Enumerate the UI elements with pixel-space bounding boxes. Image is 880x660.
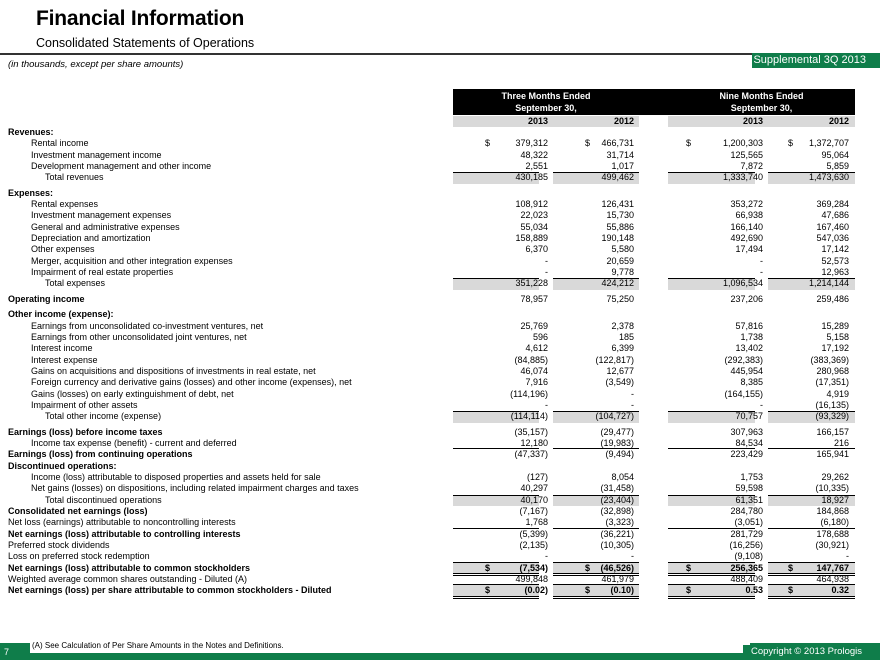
row-value: 379,312 [515,138,548,149]
table-row [0,377,880,388]
row-value: (93,329) [815,411,849,422]
page-subtitle: Consolidated Statements of Operations [36,36,255,50]
row-value: 185 [618,331,634,342]
dollar-sign: $ [686,585,692,596]
row-value: (36,221) [600,528,634,539]
table-row [0,438,880,449]
row-value: 353,272 [730,199,763,210]
row-value: 17,494 [735,244,763,255]
row-value: 22,023 [520,210,548,221]
row-value: 6,399 [611,343,634,354]
row-value: 108,912 [515,199,548,210]
row-value: 237,206 [730,293,763,304]
row-value: 40,297 [520,483,548,494]
row-label: Other expenses [31,244,95,255]
row-value: 461,979 [601,574,634,585]
table-row [0,355,880,366]
row-value: (30,921) [815,540,849,551]
row-value: 1,738 [740,331,763,342]
row-value: 2,551 [525,161,548,172]
row-label: Gains on acquisitions and dispositions of investments in real estate, net [31,365,316,376]
row-label: Gains (losses) on early extinguishment of debt, net [31,388,234,399]
row-value: 445,954 [730,365,763,376]
row-value: 0.53 [745,585,763,596]
row-value: 1,768 [525,517,548,528]
row-value: - [760,399,763,410]
row-label: Net earnings (loss) attributable to common stockholders [8,562,251,573]
row-value: (292,383) [724,354,763,365]
row-value: (127) [526,471,548,482]
copyright: Copyright © 2013 Prologis [743,645,862,657]
row-value: 18,927 [821,494,849,505]
row-label: Rental expenses [31,199,99,210]
dollar-sign: $ [686,138,692,149]
row-value: 499,462 [601,172,634,183]
row-label: Earnings (loss) from continuing operations [8,449,193,460]
table-row [0,210,880,221]
row-label: General and administrative expenses [31,221,180,232]
row-value: (2,135) [519,540,548,551]
row-value: 5,158 [826,331,849,342]
table-row [0,574,880,585]
row-value: (114,196) [510,388,548,399]
row-value: (3,323) [605,517,634,528]
row-value: (46,526) [600,562,634,573]
table-row [0,551,880,562]
row-value: 25,769 [520,320,548,331]
row-value: 84,534 [735,437,763,448]
table-row [0,529,880,540]
row-value: 4,612 [525,343,548,354]
row-value: 17,192 [821,343,849,354]
table-row [0,540,880,551]
row-label: Earnings (loss) before income taxes [8,426,163,437]
row-label: Net earnings (loss) per share attributable to common stockholders - Diluted [8,585,332,596]
row-value: 125,565 [730,149,763,160]
row-value: 1,200,303 [722,138,763,149]
row-value: 464,938 [816,574,849,585]
row-value: 59,598 [735,483,763,494]
row-label: Impairment of real estate properties [31,267,174,278]
table-row [0,449,880,460]
statement-table [0,127,880,597]
table-row [0,161,880,172]
row-value: - [846,551,849,562]
row-value: (5,399) [519,528,548,539]
table-row [0,343,880,354]
row-value: 66,938 [735,210,763,221]
row-value: (7,534) [519,562,548,573]
row-value: (23,404) [600,494,634,505]
row-value: 1,753 [740,471,763,482]
row-label: Rental income [31,138,89,149]
table-row [0,233,880,244]
row-value: 488,409 [730,574,763,585]
year-header-ytd-2013: 2013 [742,116,763,126]
row-value: 9,778 [611,267,634,278]
row-value: 1,473,630 [808,172,849,183]
row-label: Net earnings (loss) attributable to controlling interests [8,528,241,539]
row-value: 547,036 [816,233,849,244]
row-label: Total other income (expense) [45,411,162,422]
row-label: Net loss (earnings) attributable to noncontrolling interests [8,517,236,528]
row-value: 78,957 [520,293,548,304]
row-value: 466,731 [601,138,634,149]
row-value: (47,337) [514,449,548,460]
row-value: 499,848 [515,574,548,585]
nine-months-header [668,89,855,116]
row-value: 216 [833,437,849,448]
year-header-ytd-2012: 2012 [828,116,849,126]
section-heading [0,127,880,138]
table-row [0,483,880,494]
row-value: (84,885) [514,354,548,365]
header-rule [0,53,880,55]
row-value: (10,305) [600,540,634,551]
row-value: (16,135) [815,399,849,410]
table-row [0,138,880,149]
supplemental-banner [752,53,880,68]
table-row [0,366,880,377]
row-value: (9,108) [734,551,763,562]
row-value: 280,968 [816,365,849,376]
row-value: - [631,551,634,562]
row-value: (104,727) [595,411,634,422]
row-value: 12,677 [606,365,634,376]
row-label: Development management and other income [31,161,212,172]
table-row [0,563,880,574]
units-note: (in thousands, except per share amounts) [8,59,184,70]
row-value: - [760,255,763,266]
footer-note: (A) See Calculation of Per Share Amounts in the Notes and Definitions. [32,641,284,650]
row-value: (164,155) [724,388,763,399]
row-label: Investment management income [31,149,162,160]
row-value: (0.10) [610,585,634,596]
row-label: Net gains (losses) on dispositions, including related impairment charges and taxes [31,483,359,494]
row-label: Depreciation and amortization [31,233,151,244]
row-label: Total revenues [45,172,104,183]
row-value: 1,017 [611,161,634,172]
row-value: 40,170 [520,494,548,505]
row-label: Merger, acquisition and other integration expenses [31,255,233,266]
row-label: Foreign currency and derivative gains (losses) and other income (expenses), net [31,377,352,388]
row-value: (122,817) [595,354,634,365]
table-row [0,321,880,332]
table-row [0,427,880,438]
row-value: - [545,551,548,562]
row-value: 8,385 [740,377,763,388]
row-value: 17,142 [821,244,849,255]
dollar-sign: $ [686,562,692,573]
nine-months-line-1: Nine Months Ended [719,91,804,101]
total-row [0,172,880,183]
row-label: Earnings from unconsolidated co-investment ventures, net [31,320,264,331]
table-row [0,400,880,411]
table-row [0,294,880,305]
row-value: 596 [532,331,548,342]
row-value: 20,659 [606,255,634,266]
section-heading [0,461,880,472]
table-row [0,267,880,278]
row-label: Operating income [8,293,85,304]
section-heading [0,309,880,320]
row-value: 1,333,740 [722,172,763,183]
row-value: 52,573 [821,255,849,266]
row-value: 7,916 [525,377,548,388]
row-value: - [631,399,634,410]
row-value: 47,686 [821,210,849,221]
dollar-sign: $ [788,585,794,596]
row-value: (383,369) [810,354,849,365]
row-value: - [760,267,763,278]
section-heading [0,188,880,199]
row-label: Total expenses [45,278,106,289]
row-value: 12,180 [520,437,548,448]
row-value: 165,941 [816,449,849,460]
total-row [0,278,880,289]
row-value: (16,256) [729,540,763,551]
row-value: 430,185 [515,172,548,183]
row-label: Consolidated net earnings (loss) [8,506,148,516]
dollar-sign: $ [585,585,591,596]
row-value: 12,963 [821,267,849,278]
row-value: 126,431 [601,199,634,210]
row-value: 369,284 [816,199,849,210]
table-row [0,585,880,596]
table-row [0,256,880,267]
row-value: 31,714 [606,149,634,160]
row-value: 281,729 [730,528,763,539]
row-value: 166,157 [816,426,849,437]
row-value: 190,148 [601,233,634,244]
row-value: 5,580 [611,244,634,255]
row-value: 55,886 [606,221,634,232]
row-label: Total discontinued operations [45,494,162,505]
row-value: 95,064 [821,149,849,160]
row-value: 55,034 [520,221,548,232]
row-value: (9,494) [605,449,634,460]
row-double-underline [668,596,755,599]
row-value: (0.02) [524,585,548,596]
row-value: 167,460 [816,221,849,232]
row-value: 7,872 [740,161,763,172]
page-number: 7 [4,647,10,657]
row-value: (19,983) [600,437,634,448]
row-value: 307,963 [730,426,763,437]
row-value: (35,157) [514,426,548,437]
table-row [0,199,880,210]
row-label: Revenues: [8,127,54,137]
row-value: 75,250 [606,293,634,304]
row-label: Income (loss) attributable to disposed properties and assets held for sale [31,471,321,482]
row-value: 29,262 [821,471,849,482]
table-row [0,472,880,483]
row-value: 166,140 [730,221,763,232]
row-value: 15,730 [606,210,634,221]
row-value: 13,402 [735,343,763,354]
dollar-sign: $ [788,138,794,149]
row-value: - [545,255,548,266]
total-row [0,411,880,422]
row-value: (114,114) [510,411,548,422]
row-value: 70,757 [735,411,763,422]
row-value: (32,898) [600,506,634,516]
row-value: 1,372,707 [808,138,849,149]
row-value: 259,486 [816,293,849,304]
table-row [0,389,880,400]
row-value: 8,054 [611,471,634,482]
row-value: (17,351) [815,377,849,388]
dollar-sign: $ [585,138,591,149]
row-label: Loss on preferred stock redemption [8,551,150,562]
row-value: 178,688 [816,528,849,539]
row-value: 147,767 [816,562,849,573]
table-row [0,150,880,161]
row-value: (7,167) [519,506,548,516]
row-value: 158,889 [515,233,548,244]
total-row [0,495,880,506]
row-value: (29,477) [600,426,634,437]
dollar-sign: $ [485,138,491,149]
row-value: (31,458) [600,483,634,494]
row-value: 1,214,144 [808,278,849,289]
table-row [0,506,880,517]
year-header-q-2013: 2013 [527,116,548,126]
row-value: 2,378 [611,320,634,331]
row-label: Interest expense [31,354,98,365]
row-value: 184,868 [816,506,849,516]
row-value: 15,289 [821,320,849,331]
table-row [0,244,880,255]
row-value: - [545,399,548,410]
row-value: 424,212 [601,278,634,289]
row-value: 284,780 [730,506,763,516]
row-value: - [631,388,634,399]
row-value: - [545,267,548,278]
row-label: Other income (expense): [8,309,114,320]
row-value: (3,549) [605,377,634,388]
row-value: (10,335) [815,483,849,494]
table-row [0,332,880,343]
row-label: Weighted average common shares outstanding - Diluted (A) [8,574,247,585]
row-label: Income tax expense (benefit) - current and deferred [31,437,237,448]
year-header-q-2012: 2012 [613,116,634,126]
row-value: 4,919 [826,388,849,399]
row-value: 46,074 [520,365,548,376]
dollar-sign: $ [485,585,491,596]
row-value: (6,180) [820,517,849,528]
dollar-sign: $ [485,562,491,573]
row-value: 57,816 [735,320,763,331]
row-value: 351,228 [515,278,548,289]
row-value: 6,370 [525,244,548,255]
row-value: 223,429 [730,449,763,460]
table-row [0,222,880,233]
row-value: 256,365 [730,562,763,573]
three-months-header [453,89,639,116]
dollar-sign: $ [788,562,794,573]
three-months-line-1: Three Months Ended [501,91,591,101]
row-label: Expenses: [8,187,54,198]
row-label: Earnings from other unconsolidated joint ventures, net [31,331,247,342]
row-value: 0.32 [831,585,849,596]
supplemental-label: Supplemental 3Q 2013 [753,54,866,66]
row-label: Preferred stock dividends [8,540,110,551]
dollar-sign: $ [585,562,591,573]
row-value: 492,690 [730,233,763,244]
row-label: Interest income [31,343,93,354]
row-value: (3,051) [734,517,763,528]
row-value: 5,859 [826,161,849,172]
page-title: Financial Information [36,7,245,30]
row-label: Discontinued operations: [8,460,117,471]
row-value: 48,322 [520,149,548,160]
row-value: 61,351 [735,494,763,505]
table-row [0,517,880,528]
row-label: Investment management expenses [31,210,172,221]
row-value: 1,096,534 [722,278,763,289]
row-label: Impairment of other assets [31,399,138,410]
three-months-line-2: September 30, [515,103,577,113]
nine-months-line-2: September 30, [730,103,793,113]
